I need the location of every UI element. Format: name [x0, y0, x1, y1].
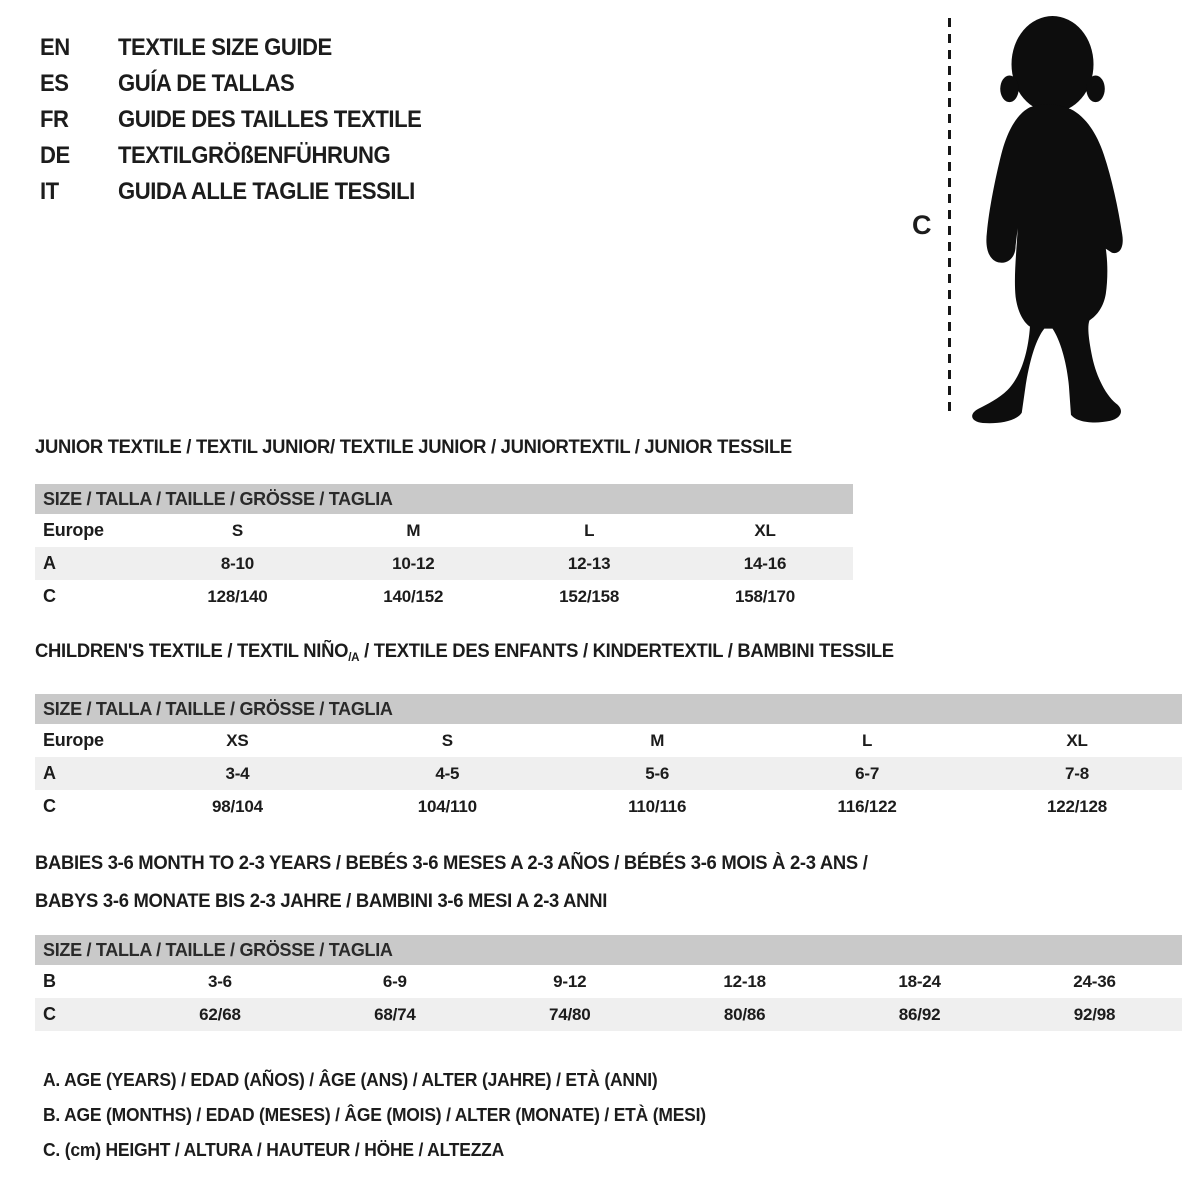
lang-title-fr: GUIDE DES TAILLES TEXTILE [118, 106, 422, 133]
babies-height-row [35, 998, 1182, 1031]
size-cell: M [552, 724, 762, 757]
row-label: A [35, 757, 132, 790]
value-cell: 7-8 [972, 757, 1182, 790]
lang-row-it [40, 174, 448, 210]
size-cell: L [762, 724, 972, 757]
value-cell: 62/68 [132, 998, 307, 1031]
baby-height-figure [900, 10, 1170, 430]
value-cell: 110/116 [552, 790, 762, 823]
value-cell: 12-13 [501, 547, 677, 580]
babies-section [35, 853, 1182, 1031]
lang-title-de: TEXTILGRÖßENFÜHRUNG [118, 142, 391, 169]
legend-note-c: C. (cm) HEIGHT / ALTURA / HAUTEUR / HÖHE / ALTEZZA [43, 1140, 505, 1160]
size-cell: XL [972, 724, 1182, 757]
junior-height-row [35, 580, 853, 613]
lang-code-fr: FR [40, 106, 69, 133]
childrens-height-row [35, 790, 1182, 823]
babies-months-row [35, 965, 1182, 998]
childrens-age-row [35, 757, 1182, 790]
value-cell: 5-6 [552, 757, 762, 790]
lang-title-en: TEXTILE SIZE GUIDE [118, 34, 332, 61]
junior-section [35, 437, 853, 613]
value-cell: 128/140 [150, 580, 326, 613]
junior-europe-row [35, 514, 853, 547]
childrens-europe-row [35, 724, 1182, 757]
childrens-size-table [35, 724, 1182, 823]
size-cell: XS [132, 724, 342, 757]
value-cell: 68/74 [307, 998, 482, 1031]
legend-notes [43, 1070, 726, 1175]
childrens-title-prefix: CHILDREN'S TEXTILE / TEXTIL NIÑO [35, 641, 349, 662]
value-cell: 8-10 [150, 547, 326, 580]
row-label: C [35, 790, 132, 823]
babies-section-title-line1: BABIES 3-6 MONTH TO 2-3 YEARS / BEBÉS 3-6 MESES A 2-3 AÑOS / BÉBÉS 3-6 MOIS À 2-3 ANS / [35, 853, 868, 874]
size-cell: S [342, 724, 552, 757]
lang-code-en: EN [40, 34, 70, 61]
childrens-size-header: SIZE / TALLA / TAILLE / GRÖSSE / TAGLIA [35, 694, 1182, 724]
value-cell: 140/152 [325, 580, 501, 613]
lang-row-es [40, 66, 448, 102]
babies-section-title-line2: BABYS 3-6 MONATE BIS 2-3 JAHRE / BAMBINI 3-6 MESI A 2-3 ANNI [35, 891, 608, 912]
height-dashed-line [948, 18, 951, 418]
value-cell: 116/122 [762, 790, 972, 823]
baby-silhouette-icon [962, 15, 1142, 425]
size-cell: M [325, 514, 501, 547]
row-label: C [35, 580, 150, 613]
lang-row-de [40, 138, 448, 174]
lang-code-it: IT [40, 178, 59, 205]
childrens-section-title [35, 641, 1148, 664]
lang-title-es: GUÍA DE TALLAS [118, 70, 295, 97]
junior-size-table [35, 514, 853, 613]
value-cell: 6-7 [762, 757, 972, 790]
babies-size-header: SIZE / TALLA / TAILLE / GRÖSSE / TAGLIA [35, 935, 1182, 965]
lang-code-de: DE [40, 142, 70, 169]
language-header [40, 30, 448, 210]
lang-row-fr [40, 102, 448, 138]
size-cell: S [150, 514, 326, 547]
value-cell: 92/98 [1007, 998, 1182, 1031]
value-cell: 4-5 [342, 757, 552, 790]
babies-size-table [35, 965, 1182, 1031]
value-cell: 14-16 [677, 547, 853, 580]
value-cell: 158/170 [677, 580, 853, 613]
size-cell: XL [677, 514, 853, 547]
row-label: Europe [35, 514, 150, 547]
value-cell: 122/128 [972, 790, 1182, 823]
childrens-section [35, 641, 1182, 823]
childrens-title-suffix: / TEXTILE DES ENFANTS / KINDERTEXTIL / BAMBINI TESSILE [359, 641, 894, 662]
junior-age-row [35, 547, 853, 580]
lang-code-es: ES [40, 70, 69, 97]
value-cell: 152/158 [501, 580, 677, 613]
lang-row-en [40, 30, 448, 66]
value-cell: 80/86 [657, 998, 832, 1031]
junior-section-title: JUNIOR TEXTILE / TEXTIL JUNIOR/ TEXTILE JUNIOR / JUNIORTEXTIL / JUNIOR TESSILE [35, 437, 792, 458]
row-label: Europe [35, 724, 132, 757]
value-cell: 9-12 [482, 965, 657, 998]
value-cell: 10-12 [325, 547, 501, 580]
value-cell: 3-6 [132, 965, 307, 998]
value-cell: 104/110 [342, 790, 552, 823]
value-cell: 86/92 [832, 998, 1007, 1031]
childrens-title-sub: /A [348, 650, 360, 664]
figure-height-label: C [912, 210, 932, 240]
lang-title-it: GUIDA ALLE TAGLIE TESSILI [118, 178, 415, 205]
row-label: B [35, 965, 132, 998]
value-cell: 6-9 [307, 965, 482, 998]
value-cell: 12-18 [657, 965, 832, 998]
legend-note-a: A. AGE (YEARS) / EDAD (AÑOS) / ÂGE (ANS) / ALTER (JAHRE) / ETÀ (ANNI) [43, 1070, 658, 1090]
junior-size-header: SIZE / TALLA / TAILLE / GRÖSSE / TAGLIA [35, 484, 853, 514]
value-cell: 3-4 [132, 757, 342, 790]
value-cell: 98/104 [132, 790, 342, 823]
value-cell: 24-36 [1007, 965, 1182, 998]
legend-note-b: B. AGE (MONTHS) / EDAD (MESES) / ÂGE (MOIS) / ALTER (MONATE) / ETÀ (MESI) [43, 1105, 706, 1125]
value-cell: 74/80 [482, 998, 657, 1031]
row-label: A [35, 547, 150, 580]
value-cell: 18-24 [832, 965, 1007, 998]
size-cell: L [501, 514, 677, 547]
row-label: C [35, 998, 132, 1031]
